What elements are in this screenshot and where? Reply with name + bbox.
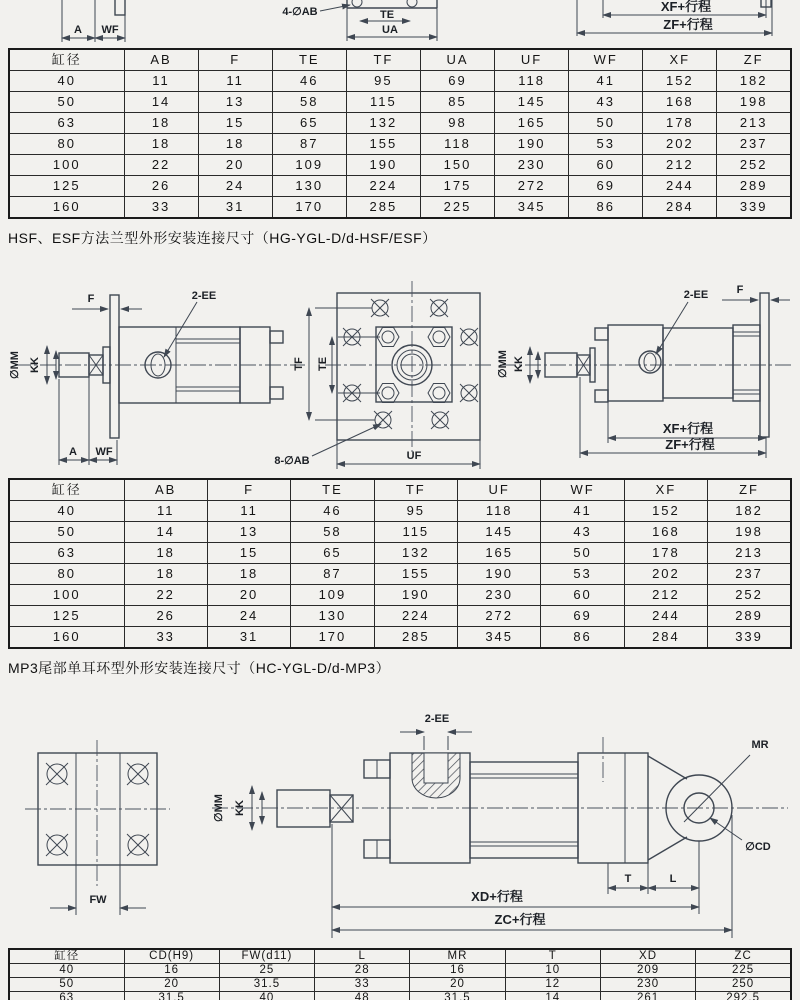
dimension-cell: 213 (708, 543, 791, 564)
data-row (9, 113, 791, 134)
dimension-cell: 272 (458, 606, 541, 627)
hole-callout-4ab: 4-∅AB (282, 6, 318, 18)
dim-label-xf-stroke: XF+行程 (660, 0, 712, 14)
dim-label-te: TE (317, 356, 329, 372)
data-row (9, 522, 791, 543)
dimension-cell: 237 (717, 134, 791, 155)
eye-mount-diagram (0, 700, 800, 945)
dimension-cell: 87 (291, 564, 374, 585)
dim-label-f-right: F (736, 284, 744, 296)
dimension-cell: 26 (124, 606, 207, 627)
dimension-cell: 14 (505, 992, 600, 1000)
hole-callout-8ab: 8-∅AB (274, 455, 310, 467)
dimension-cell: 20 (207, 585, 290, 606)
dimension-cell: 24 (198, 176, 272, 197)
dimension-cell: 86 (541, 627, 624, 649)
dimension-cell: 18 (124, 113, 198, 134)
dimension-cell: 50 (9, 978, 124, 992)
dimension-cell: 225 (420, 197, 494, 219)
data-row (9, 71, 791, 92)
column-header: F (207, 479, 290, 501)
dimension-cell: 50 (569, 113, 643, 134)
dimension-cell: 168 (643, 92, 717, 113)
dim-label-uf: UF (406, 450, 422, 462)
dimension-cell: 18 (207, 564, 290, 585)
dimension-cell: 18 (198, 134, 272, 155)
dim-label-wf: WF (101, 24, 119, 36)
dimension-cell: 345 (495, 197, 569, 219)
dimension-cell: 63 (9, 992, 124, 1000)
column-header: XF (643, 49, 717, 71)
section-caption-hsf-esf: HSF、ESF方法兰型外形安装连接尺寸（HG-YGL-D/d-HSF/ESF） (8, 230, 437, 246)
dimension-cell: 292.5 (696, 992, 791, 1000)
dim-label-te: TE (379, 9, 395, 21)
column-header: 缸径 (9, 479, 124, 501)
dimension-cell: 25 (219, 964, 314, 978)
top-right-dims (577, 0, 772, 36)
column-header: FW(d11) (219, 949, 314, 964)
dimension-cell: 69 (541, 606, 624, 627)
column-header: UA (420, 49, 494, 71)
column-header: MR (410, 949, 505, 964)
dim-label-xf-stroke: XF+行程 (662, 421, 714, 436)
dimension-cell: 178 (643, 113, 717, 134)
dim-label-kk-left: KK (29, 357, 41, 373)
end-plate-view (25, 740, 170, 915)
dim-label-xd-stroke: XD+行程 (471, 889, 523, 904)
dimension-cell: 22 (124, 585, 207, 606)
dimension-cell: 87 (272, 134, 346, 155)
dimension-cell: 168 (624, 522, 707, 543)
dimension-cell: 40 (219, 992, 314, 1000)
column-header: F (198, 49, 272, 71)
dimension-cell: 252 (717, 155, 791, 176)
dimension-cell: 202 (643, 134, 717, 155)
dim-label-kk-right: KK (513, 356, 525, 372)
dimension-cell: 16 (410, 964, 505, 978)
column-header: ZC (696, 949, 791, 964)
dimension-cell: 13 (198, 92, 272, 113)
dimension-cell: 225 (696, 964, 791, 978)
dimension-cell: 80 (9, 134, 124, 155)
dimension-cell: 224 (374, 606, 457, 627)
dim-label-ua: UA (382, 24, 398, 36)
top-left-dims (62, 0, 125, 42)
dimension-cell: 125 (9, 176, 124, 197)
dimension-cell: 339 (708, 627, 791, 649)
dim-label-a: A (69, 446, 77, 458)
dimension-cell: 98 (420, 113, 494, 134)
dim-label-tf: TF (293, 357, 305, 371)
dimension-cell: 100 (9, 155, 124, 176)
dimension-cell: 212 (643, 155, 717, 176)
dimension-cell: 118 (495, 71, 569, 92)
column-header: TF (346, 49, 420, 71)
dim-label-zf-stroke: ZF+行程 (665, 437, 715, 452)
dimension-cell: 18 (124, 134, 198, 155)
dimension-cell: 213 (717, 113, 791, 134)
column-header: UF (458, 479, 541, 501)
dimension-cell: 15 (198, 113, 272, 134)
dimension-cell: 145 (495, 92, 569, 113)
column-header: 缸径 (9, 49, 124, 71)
dim-label-a: A (74, 24, 82, 36)
dimension-cell: 289 (717, 176, 791, 197)
dimension-cell: 115 (346, 92, 420, 113)
dimension-cell: 58 (272, 92, 346, 113)
column-header: ZF (708, 479, 791, 501)
header-row (9, 479, 791, 501)
dimension-cell: 261 (600, 992, 695, 1000)
flange-bolt-holes (343, 299, 478, 429)
column-header: AB (124, 479, 207, 501)
dimension-cell: 289 (708, 606, 791, 627)
column-header: TE (291, 479, 374, 501)
dimension-cell: 16 (124, 964, 219, 978)
dimension-cell: 40 (9, 501, 124, 522)
dimension-cell: 14 (124, 522, 207, 543)
dimension-cell: 33 (315, 978, 410, 992)
dimension-cell: 230 (600, 978, 695, 992)
dimension-cell: 109 (272, 155, 346, 176)
dimension-cell: 190 (495, 134, 569, 155)
dimension-cell: 14 (124, 92, 198, 113)
dimension-cell: 198 (708, 522, 791, 543)
dimension-cell: 85 (420, 92, 494, 113)
dimension-cell: 252 (708, 585, 791, 606)
dimension-table-mp3 (8, 948, 792, 1000)
column-header: XF (624, 479, 707, 501)
dimension-cell: 212 (624, 585, 707, 606)
header-row (9, 949, 791, 964)
eye-mount-side-view (212, 713, 788, 938)
dim-label-mm-left: ∅MM (9, 351, 21, 379)
dimension-cell: 46 (272, 71, 346, 92)
dimension-cell: 130 (272, 176, 346, 197)
dim-label-zf-stroke: ZF+行程 (663, 17, 713, 32)
dimension-cell: 95 (374, 501, 457, 522)
dim-label-fw: FW (89, 894, 107, 906)
dimension-cell: 50 (9, 522, 124, 543)
dimension-cell: 230 (458, 585, 541, 606)
dimension-cell: 43 (569, 92, 643, 113)
dimension-cell: 152 (643, 71, 717, 92)
dimension-cell: 53 (569, 134, 643, 155)
dimension-cell: 118 (420, 134, 494, 155)
dimension-cell: 60 (569, 155, 643, 176)
rear-flange-side-view (497, 284, 792, 458)
header-row (9, 49, 791, 71)
dim-label-mr: MR (751, 739, 769, 751)
dimension-cell: 80 (9, 564, 124, 585)
front-flange-side-view (9, 290, 305, 465)
dimension-cell: 285 (346, 197, 420, 219)
dimension-cell: 53 (541, 564, 624, 585)
port-callout-left: 2-EE (191, 290, 217, 302)
dim-label-zc-stroke: ZC+行程 (494, 912, 546, 927)
dimension-cell: 11 (207, 501, 290, 522)
dimension-cell: 13 (207, 522, 290, 543)
data-row (9, 176, 791, 197)
dimension-cell: 31 (207, 627, 290, 649)
data-row (9, 543, 791, 564)
data-row (9, 564, 791, 585)
data-row (9, 627, 791, 649)
dimension-cell: 60 (541, 585, 624, 606)
dimension-cell: 10 (505, 964, 600, 978)
dim-label-mm: ∅MM (213, 794, 225, 822)
top-middle-dims (282, 0, 437, 41)
dimension-cell: 244 (624, 606, 707, 627)
dimension-table-hsf-esf (8, 478, 792, 649)
dimension-cell: 28 (315, 964, 410, 978)
dimension-cell: 69 (569, 176, 643, 197)
dimension-cell: 202 (624, 564, 707, 585)
dimension-cell: 40 (9, 964, 124, 978)
dimension-cell: 11 (124, 71, 198, 92)
dimension-cell: 41 (541, 501, 624, 522)
dim-label-mm-right: ∅MM (497, 350, 509, 378)
data-row (9, 501, 791, 522)
column-header: XD (600, 949, 695, 964)
dimension-cell: 100 (9, 585, 124, 606)
dimension-cell: 22 (124, 155, 198, 176)
dimension-cell: 190 (374, 585, 457, 606)
dimension-cell: 31 (198, 197, 272, 219)
dimension-cell: 178 (624, 543, 707, 564)
dimension-cell: 11 (198, 71, 272, 92)
dimension-cell: 31.5 (124, 992, 219, 1000)
dimension-cell: 26 (124, 176, 198, 197)
dim-label-kk: KK (234, 800, 246, 816)
port-hole (639, 351, 661, 373)
dimension-cell: 160 (9, 197, 124, 219)
dimension-cell: 63 (9, 543, 124, 564)
dimension-cell: 170 (291, 627, 374, 649)
dimension-cell: 182 (717, 71, 791, 92)
dimension-cell: 224 (346, 176, 420, 197)
dim-label-l: L (669, 873, 677, 885)
dimension-cell: 130 (291, 606, 374, 627)
dim-label-wf: WF (95, 446, 113, 458)
dimension-cell: 175 (420, 176, 494, 197)
column-header: AB (124, 49, 198, 71)
dimension-cell: 145 (458, 522, 541, 543)
dimension-cell: 244 (643, 176, 717, 197)
column-header: ZF (717, 49, 791, 71)
dimension-cell: 12 (505, 978, 600, 992)
dimension-cell: 345 (458, 627, 541, 649)
dimension-cell: 65 (272, 113, 346, 134)
dimension-cell: 109 (291, 585, 374, 606)
dimension-cell: 69 (420, 71, 494, 92)
dimension-cell: 48 (315, 992, 410, 1000)
dimension-cell: 160 (9, 627, 124, 649)
dimension-cell: 152 (624, 501, 707, 522)
column-header: CD(H9) (124, 949, 219, 964)
dimension-cell: 86 (569, 197, 643, 219)
dim-label-f-left: F (87, 293, 95, 305)
dimension-cell: 182 (708, 501, 791, 522)
dimension-cell: 132 (374, 543, 457, 564)
dimension-cell: 24 (207, 606, 290, 627)
column-header: 缸径 (9, 949, 124, 964)
dimension-cell: 65 (291, 543, 374, 564)
dimension-cell: 63 (9, 113, 124, 134)
dimension-cell: 31.5 (219, 978, 314, 992)
dimension-cell: 50 (9, 92, 124, 113)
dimension-cell: 118 (458, 501, 541, 522)
dimension-cell: 33 (124, 627, 207, 649)
dimension-cell: 31.5 (410, 992, 505, 1000)
dimension-table-hsf-esf-top (8, 48, 792, 219)
dimension-cell: 165 (495, 113, 569, 134)
dimension-cell: 272 (495, 176, 569, 197)
data-row (9, 155, 791, 176)
dimension-cell: 190 (346, 155, 420, 176)
dimension-cell: 198 (717, 92, 791, 113)
dimension-cell: 41 (569, 71, 643, 92)
dimension-cell: 209 (600, 964, 695, 978)
dimension-cell: 115 (374, 522, 457, 543)
data-row (9, 585, 791, 606)
column-header: UF (495, 49, 569, 71)
dimension-cell: 125 (9, 606, 124, 627)
column-header: WF (541, 479, 624, 501)
dimension-cell: 20 (124, 978, 219, 992)
column-header: WF (569, 49, 643, 71)
dimension-cell: 285 (374, 627, 457, 649)
dimension-cell: 20 (410, 978, 505, 992)
dim-label-t: T (624, 873, 632, 885)
dimension-cell: 20 (198, 155, 272, 176)
data-row (9, 964, 791, 978)
dimension-cell: 33 (124, 197, 198, 219)
flange-face-view (274, 281, 494, 469)
data-row (9, 197, 791, 219)
column-header: TE (272, 49, 346, 71)
dimension-cell: 165 (458, 543, 541, 564)
data-row (9, 978, 791, 992)
data-row (9, 992, 791, 1000)
dimension-cell: 150 (420, 155, 494, 176)
column-header: TF (374, 479, 457, 501)
flange-mount-diagram (0, 268, 800, 473)
data-row (9, 606, 791, 627)
dimension-cell: 170 (272, 197, 346, 219)
dimension-cell: 155 (374, 564, 457, 585)
dimension-cell: 250 (696, 978, 791, 992)
dimension-cell: 46 (291, 501, 374, 522)
dimension-cell: 237 (708, 564, 791, 585)
data-row (9, 92, 791, 113)
dimension-cell: 284 (624, 627, 707, 649)
dimension-cell: 15 (207, 543, 290, 564)
column-header: T (505, 949, 600, 964)
dimension-cell: 155 (346, 134, 420, 155)
dim-label-cd: ∅CD (745, 841, 771, 853)
top-partial-diagram (0, 0, 800, 44)
port-callout-right: 2-EE (683, 289, 709, 301)
dimension-cell: 230 (495, 155, 569, 176)
dimension-cell: 58 (291, 522, 374, 543)
dimension-cell: 190 (458, 564, 541, 585)
dimension-cell: 95 (346, 71, 420, 92)
dimension-cell: 339 (717, 197, 791, 219)
section-caption-mp3: MP3尾部单耳环型外形安装连接尺寸（HC-YGL-D/d-MP3） (8, 660, 391, 676)
dimension-cell: 18 (124, 543, 207, 564)
dimension-cell: 11 (124, 501, 207, 522)
dimension-cell: 50 (541, 543, 624, 564)
column-header: L (315, 949, 410, 964)
dimension-cell: 43 (541, 522, 624, 543)
dimension-cell: 40 (9, 71, 124, 92)
dimension-cell: 132 (346, 113, 420, 134)
dimension-cell: 18 (124, 564, 207, 585)
port-callout: 2-EE (424, 713, 450, 725)
plate-bolt-holes (46, 763, 149, 856)
data-row (9, 134, 791, 155)
dimension-cell: 284 (643, 197, 717, 219)
